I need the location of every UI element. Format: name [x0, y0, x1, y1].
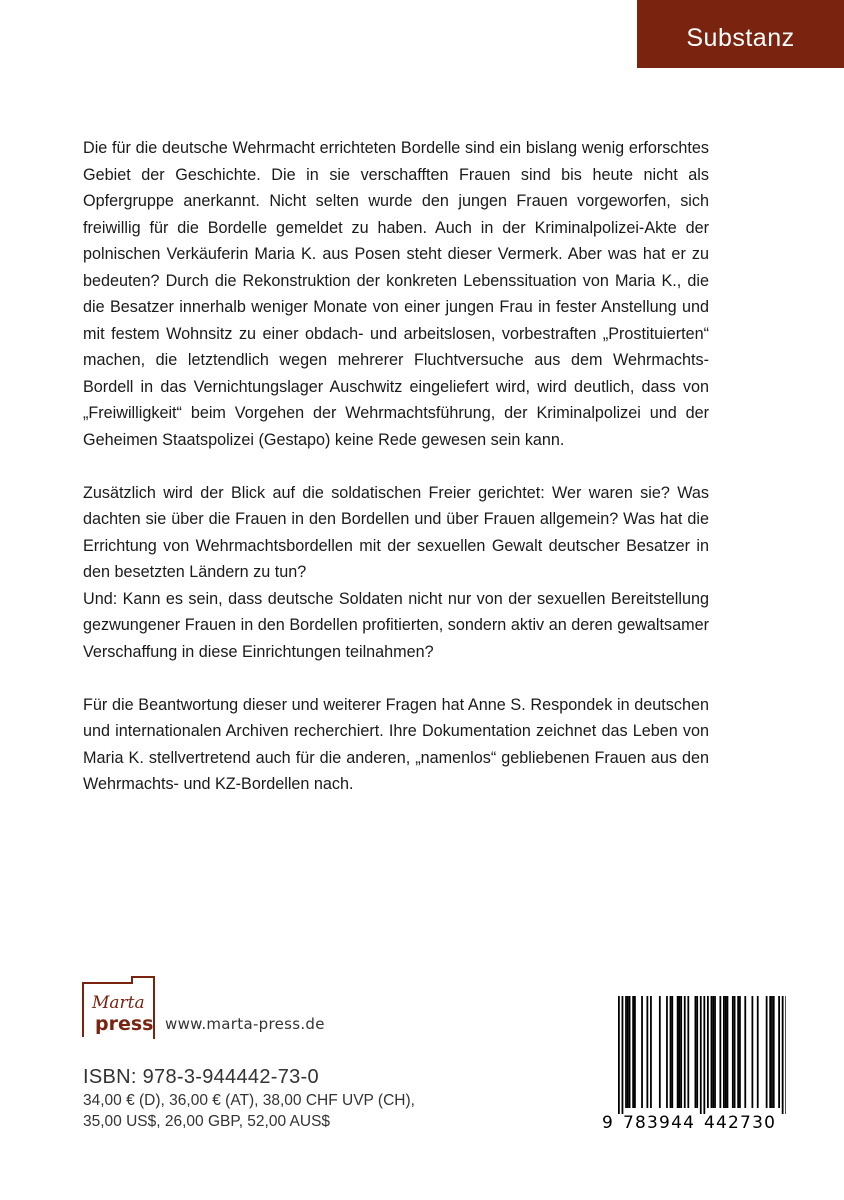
- barcode-bar: [734, 996, 736, 1108]
- barcode-bar: [712, 996, 714, 1108]
- barcode-bar: [634, 996, 636, 1108]
- barcode-bar: [757, 996, 759, 1108]
- barcode-bar: [679, 996, 681, 1108]
- barcode-bar: [666, 996, 668, 1108]
- barcode-bar: [646, 996, 648, 1108]
- barcode-bar: [744, 996, 746, 1108]
- logo-press-text: press: [95, 1013, 154, 1035]
- barcode-bar: [719, 996, 721, 1108]
- barcode-bar: [684, 996, 686, 1108]
- barcode-bar: [627, 996, 629, 1108]
- category-label: Substanz: [686, 23, 795, 52]
- blurb-paragraph-1: Die für die deutsche Wehrmacht errichteten Bordelle sind ein bislang wenig erforschtes Gebiet der Geschichte. Die in sie verschafften Frauen sind bis heute nicht als Opfergruppe anerkannt. Nicht selten wurde den jungen Frauen vorgeworfen, sich freiwillig für die Bordelle gemeldet zu haben. Auch in der Kriminalpolizei-Akte der polnischen Verkäuferin Maria K. aus Posen steht dieser Vermerk. Aber was hat er zu bedeuten? Durch die Rekonstruktion der konkreten Lebenssituation von Maria K., die die Besatzer innerhalb weniger Monate von einer jungen Frau in fester Anstellung und mit festem Wohnsitz zu einer obdach- und arbeitslosen, vorbestraften „Prostituierten“ machen, die letztendlich wegen mehrerer Fluchtversuche aus dem Wehrmachts-Bordell in das Vernichtungslager Auschwitz eingeliefert wird, wird deutlich, dass von „Freiwilligkeit“ beim Vorgehen der Wehrmachtsführung, der Kriminalpolizei und der Geheimen Staatspolizei (Gestapo) keine Rede gewesen sein kann.: [83, 139, 709, 449]
- barcode-bar: [632, 996, 634, 1108]
- barcode-bar: [766, 996, 768, 1108]
- marta-press-logo: [82, 973, 156, 1039]
- barcode-bar: [752, 996, 754, 1108]
- barcode-bar: [670, 996, 672, 1108]
- barcode-bar: [732, 996, 734, 1108]
- barcode-digits-left: 783944: [623, 1113, 696, 1132]
- barcode-bar: [687, 996, 689, 1108]
- barcode-bar: [641, 996, 643, 1108]
- barcode-bar: [727, 996, 729, 1108]
- blurb-paragraph-3: Für die Beantwortung dieser und weiterer Fragen hat Anne S. Respondek in deutschen und internationalen Archiven recherchiert. Ihre Dokumentation zeichnet das Leben von Maria K. stellvertretend auch für die anderen, „namenlos“ gebliebenen Frauen aus den Wehrmachts- und KZ-Bordellen nach.: [83, 695, 709, 793]
- barcode-bar: [737, 996, 739, 1108]
- barcode-digit-lead: 9: [602, 1113, 613, 1132]
- category-tag: [637, 0, 844, 68]
- barcode-bar: [707, 996, 709, 1108]
- barcode-bar: [714, 996, 716, 1108]
- barcode-bar: [618, 996, 620, 1114]
- price-line-1: 34,00 € (D), 36,00 € (AT), 38,00 CHF UVP (CH),: [83, 1092, 415, 1109]
- barcode-bar: [703, 996, 705, 1114]
- logo-marta-text: Marta: [92, 993, 145, 1013]
- barcode-bar: [622, 996, 624, 1114]
- barcode-digits-right: 442730: [704, 1113, 777, 1132]
- publisher-website[interactable]: www.marta-press.de: [165, 1015, 325, 1033]
- barcode-bar: [650, 996, 652, 1108]
- barcode-bar: [785, 996, 786, 1114]
- barcode-bar: [773, 996, 775, 1108]
- blurb-text: [83, 135, 709, 824]
- barcode-bar: [778, 996, 780, 1108]
- isbn-number: ISBN: 978-3-944442-73-0: [83, 1066, 319, 1088]
- price-line-2: 35,00 US$, 26,00 GBP, 52,00 AUS$: [83, 1113, 331, 1130]
- isbn-barcode: [600, 994, 786, 1132]
- barcode-bar: [695, 996, 697, 1108]
- barcode-bar: [723, 996, 725, 1108]
- barcode-bar: [677, 996, 679, 1108]
- barcode-bar: [671, 996, 673, 1108]
- blurb-paragraph-2: Zusätzlich wird der Blick auf die soldatischen Freier gerichtet: Wer waren sie? Was dachten sie über die Frauen in den Bordellen und über Frauen allgemein? Was hat die Errichtung von Wehrmachtsbordellen mit der sexuellen Gewalt deutscher Besatzer in den besetzten Ländern zu tun? Und: Kann es sein, dass deutsche Soldaten nicht nur von der sexuellen Bereitstellung gezwungener Frauen in den Bordellen profitierten, sondern aktiv an deren gewaltsamer Verschaffung in diese Einrichtungen teilnahmen?: [83, 483, 709, 661]
- barcode-bar: [696, 996, 698, 1108]
- barcode-bar: [771, 996, 773, 1108]
- barcode-bar: [680, 996, 682, 1108]
- barcode-bar: [629, 996, 631, 1108]
- barcode-bar: [711, 996, 713, 1108]
- barcode-bar: [659, 996, 661, 1108]
- barcode-bar: [700, 996, 702, 1114]
- barcode-bar: [769, 996, 771, 1108]
- barcode-bar: [739, 996, 741, 1108]
- barcode-bar: [625, 996, 627, 1108]
- barcode-bar: [725, 996, 727, 1108]
- barcode-bar: [782, 996, 784, 1114]
